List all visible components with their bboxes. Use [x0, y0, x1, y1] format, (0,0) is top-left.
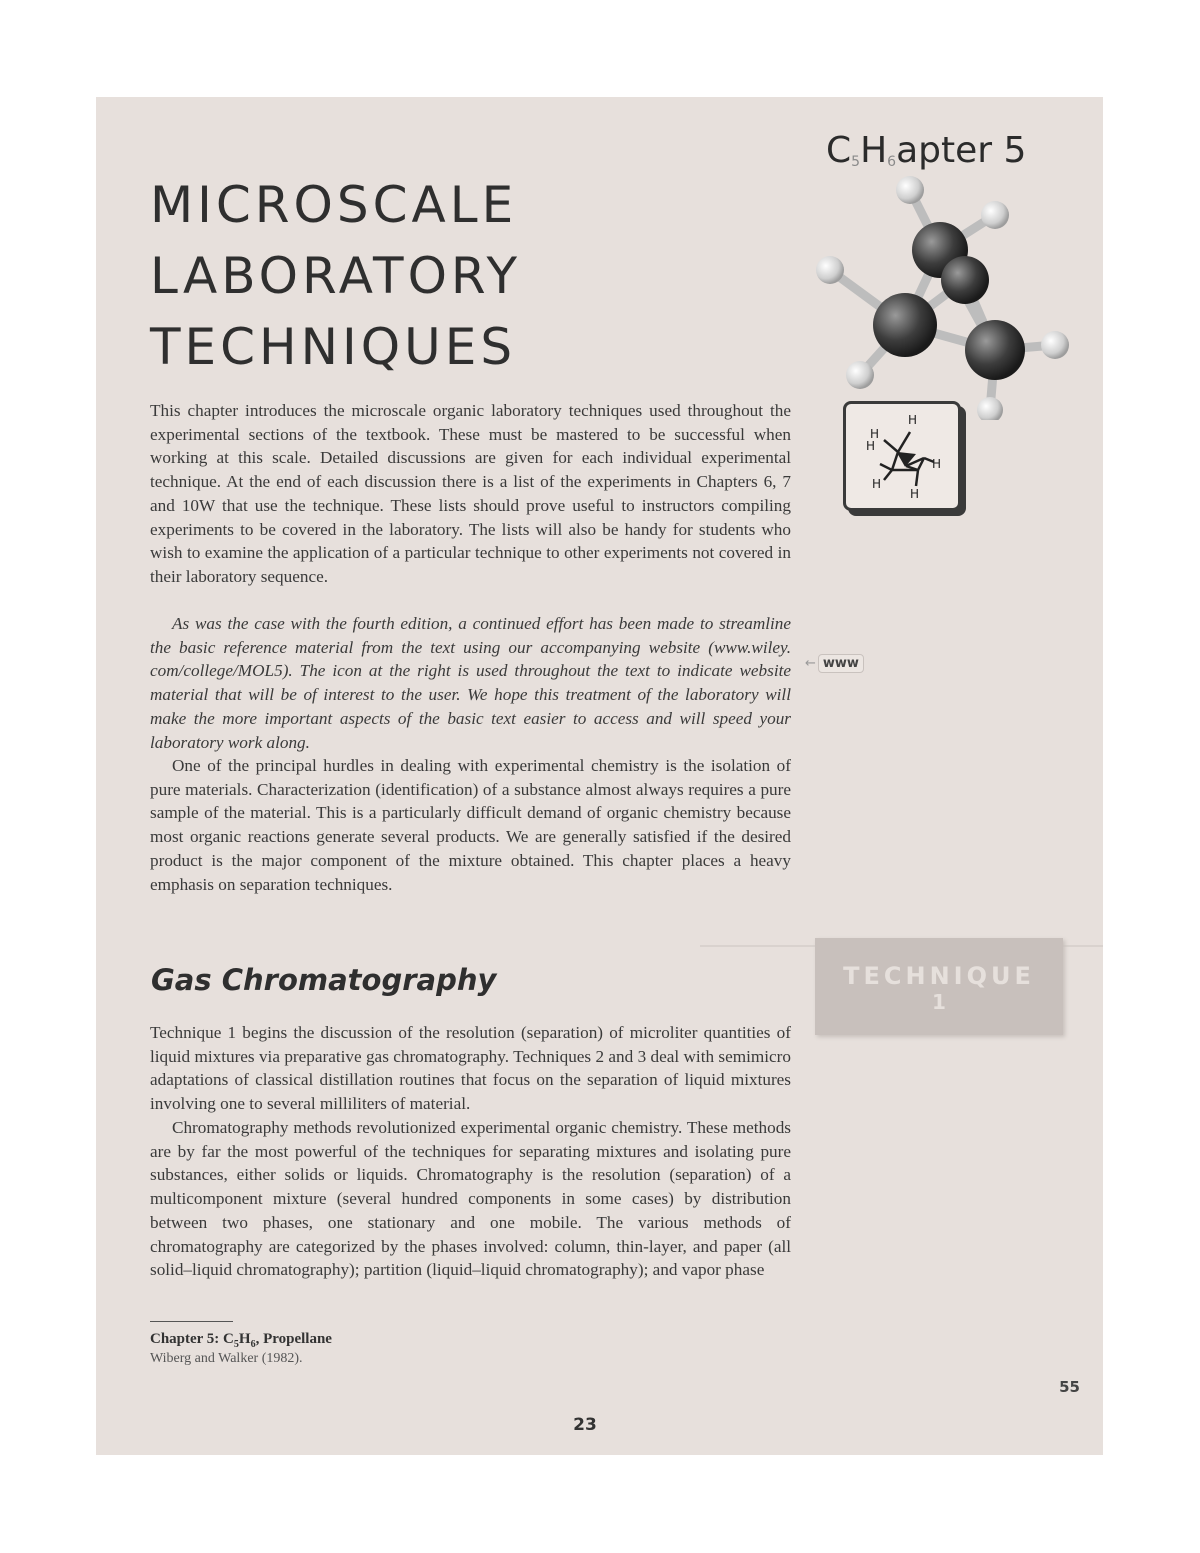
chapter-title-line: LABORATORY	[150, 247, 522, 305]
technique-badge	[815, 938, 1063, 1035]
technique-label: TECHNIQUE	[843, 962, 1035, 990]
intro-paragraph: One of the principal hurdles in dealing with experimental chemistry is the isolation of pure materials. Characterization (identification) of a substance almost always requires a pure sample of the material. This is a particularly difficult demand of organic chemistry because most organic reactions generate several products. We are generally satisfied if the desired product is the major component of the mixture obtained. This chapter places a heavy emphasis on separation techniques.	[150, 756, 791, 894]
structure-formula-box	[843, 401, 961, 511]
hydrogen-label: H	[872, 477, 882, 491]
hydrogen-label: H	[866, 439, 876, 453]
hydrogen-label: H	[932, 457, 942, 471]
propellane-structure-diagram	[846, 404, 958, 508]
technique-number: 1	[932, 990, 946, 1014]
chapter-title-line: TECHNIQUES	[150, 318, 517, 376]
footnote-citation: Wiberg and Walker (1982).	[150, 1351, 303, 1366]
chapter-heading: $C_5H_6apter$ 5	[826, 130, 1027, 171]
intro-paragraph-italic: As was the case with the fourth edition, a continued effort has been made to streamline the basic reference material from the text using our accompanying website (www.wiley. com/college/MOL5). The icon at the right is used throughout the text to indicate website material that will be of interest to the user. We hope this treatment of the laboratory will make the more important aspects of the basic text easier to access and will speed your laboratory work along.	[150, 614, 791, 752]
www-icon-marker[interactable]	[805, 654, 864, 676]
section-paragraph: Chromatography methods revolutionized experimental organic chemistry. These methods are by far the most powerful of the techniques for separating mixtures and isolating pure substances, either solids or liquids. Chromatography is the resolution (separation) of a multicomponent mixture (several hundred components in some cases) by distribution between two phases, one stationary and one mobile. The various methods of chromatography are categorized by the phases involved: column, thin-layer, and paper (all solid–liquid chromatography); partition (liquid–liquid chromatography); and vapor phase	[150, 1118, 791, 1280]
arrow-left-icon: ←	[805, 656, 816, 671]
chapter-title	[150, 170, 670, 383]
footnote-divider	[150, 1321, 233, 1322]
propellane-molecule-model	[800, 160, 1090, 420]
hydrogen-label: H	[910, 487, 920, 501]
www-icon: www	[818, 654, 864, 673]
hydrogen-label: H	[908, 413, 918, 427]
footnote-title: Chapter 5: $C_5H_6$, Propellane	[150, 1331, 332, 1350]
section-heading: Gas Chromatography	[151, 963, 497, 997]
intro-paragraph: This chapter introduces the microscale organic laboratory techniques used throughout the experimental sections of the textbook. These must be mastered to be successful when working at this scale. Detailed discussions are given for each individual experimental technique. At the end of each discussion there is a list of the experiments in Chapters 6, 7 and 10W that use the technique. These lists should prove useful to instructors compiling experiments to be covered in the laboratory. The lists will also be handy for students who wish to examine the application of a particular technique to other experiments not covered in their laboratory sequence.	[150, 401, 791, 586]
hydrogen-label: H	[870, 427, 880, 441]
page-number: 23	[573, 1415, 597, 1435]
chapter-title-line: MICROSCALE	[150, 176, 518, 234]
section-paragraph: Technique 1 begins the discussion of the resolution (separation) of microliter quantities of liquid mixtures via preparative gas chromatography. Techniques 2 and 3 deal with semimicro adaptations of classical distillation routines that focus on the separation of liquid mixtures involving one to several milliliters of material.	[150, 1023, 791, 1114]
page-number: 55	[1059, 1378, 1080, 1396]
